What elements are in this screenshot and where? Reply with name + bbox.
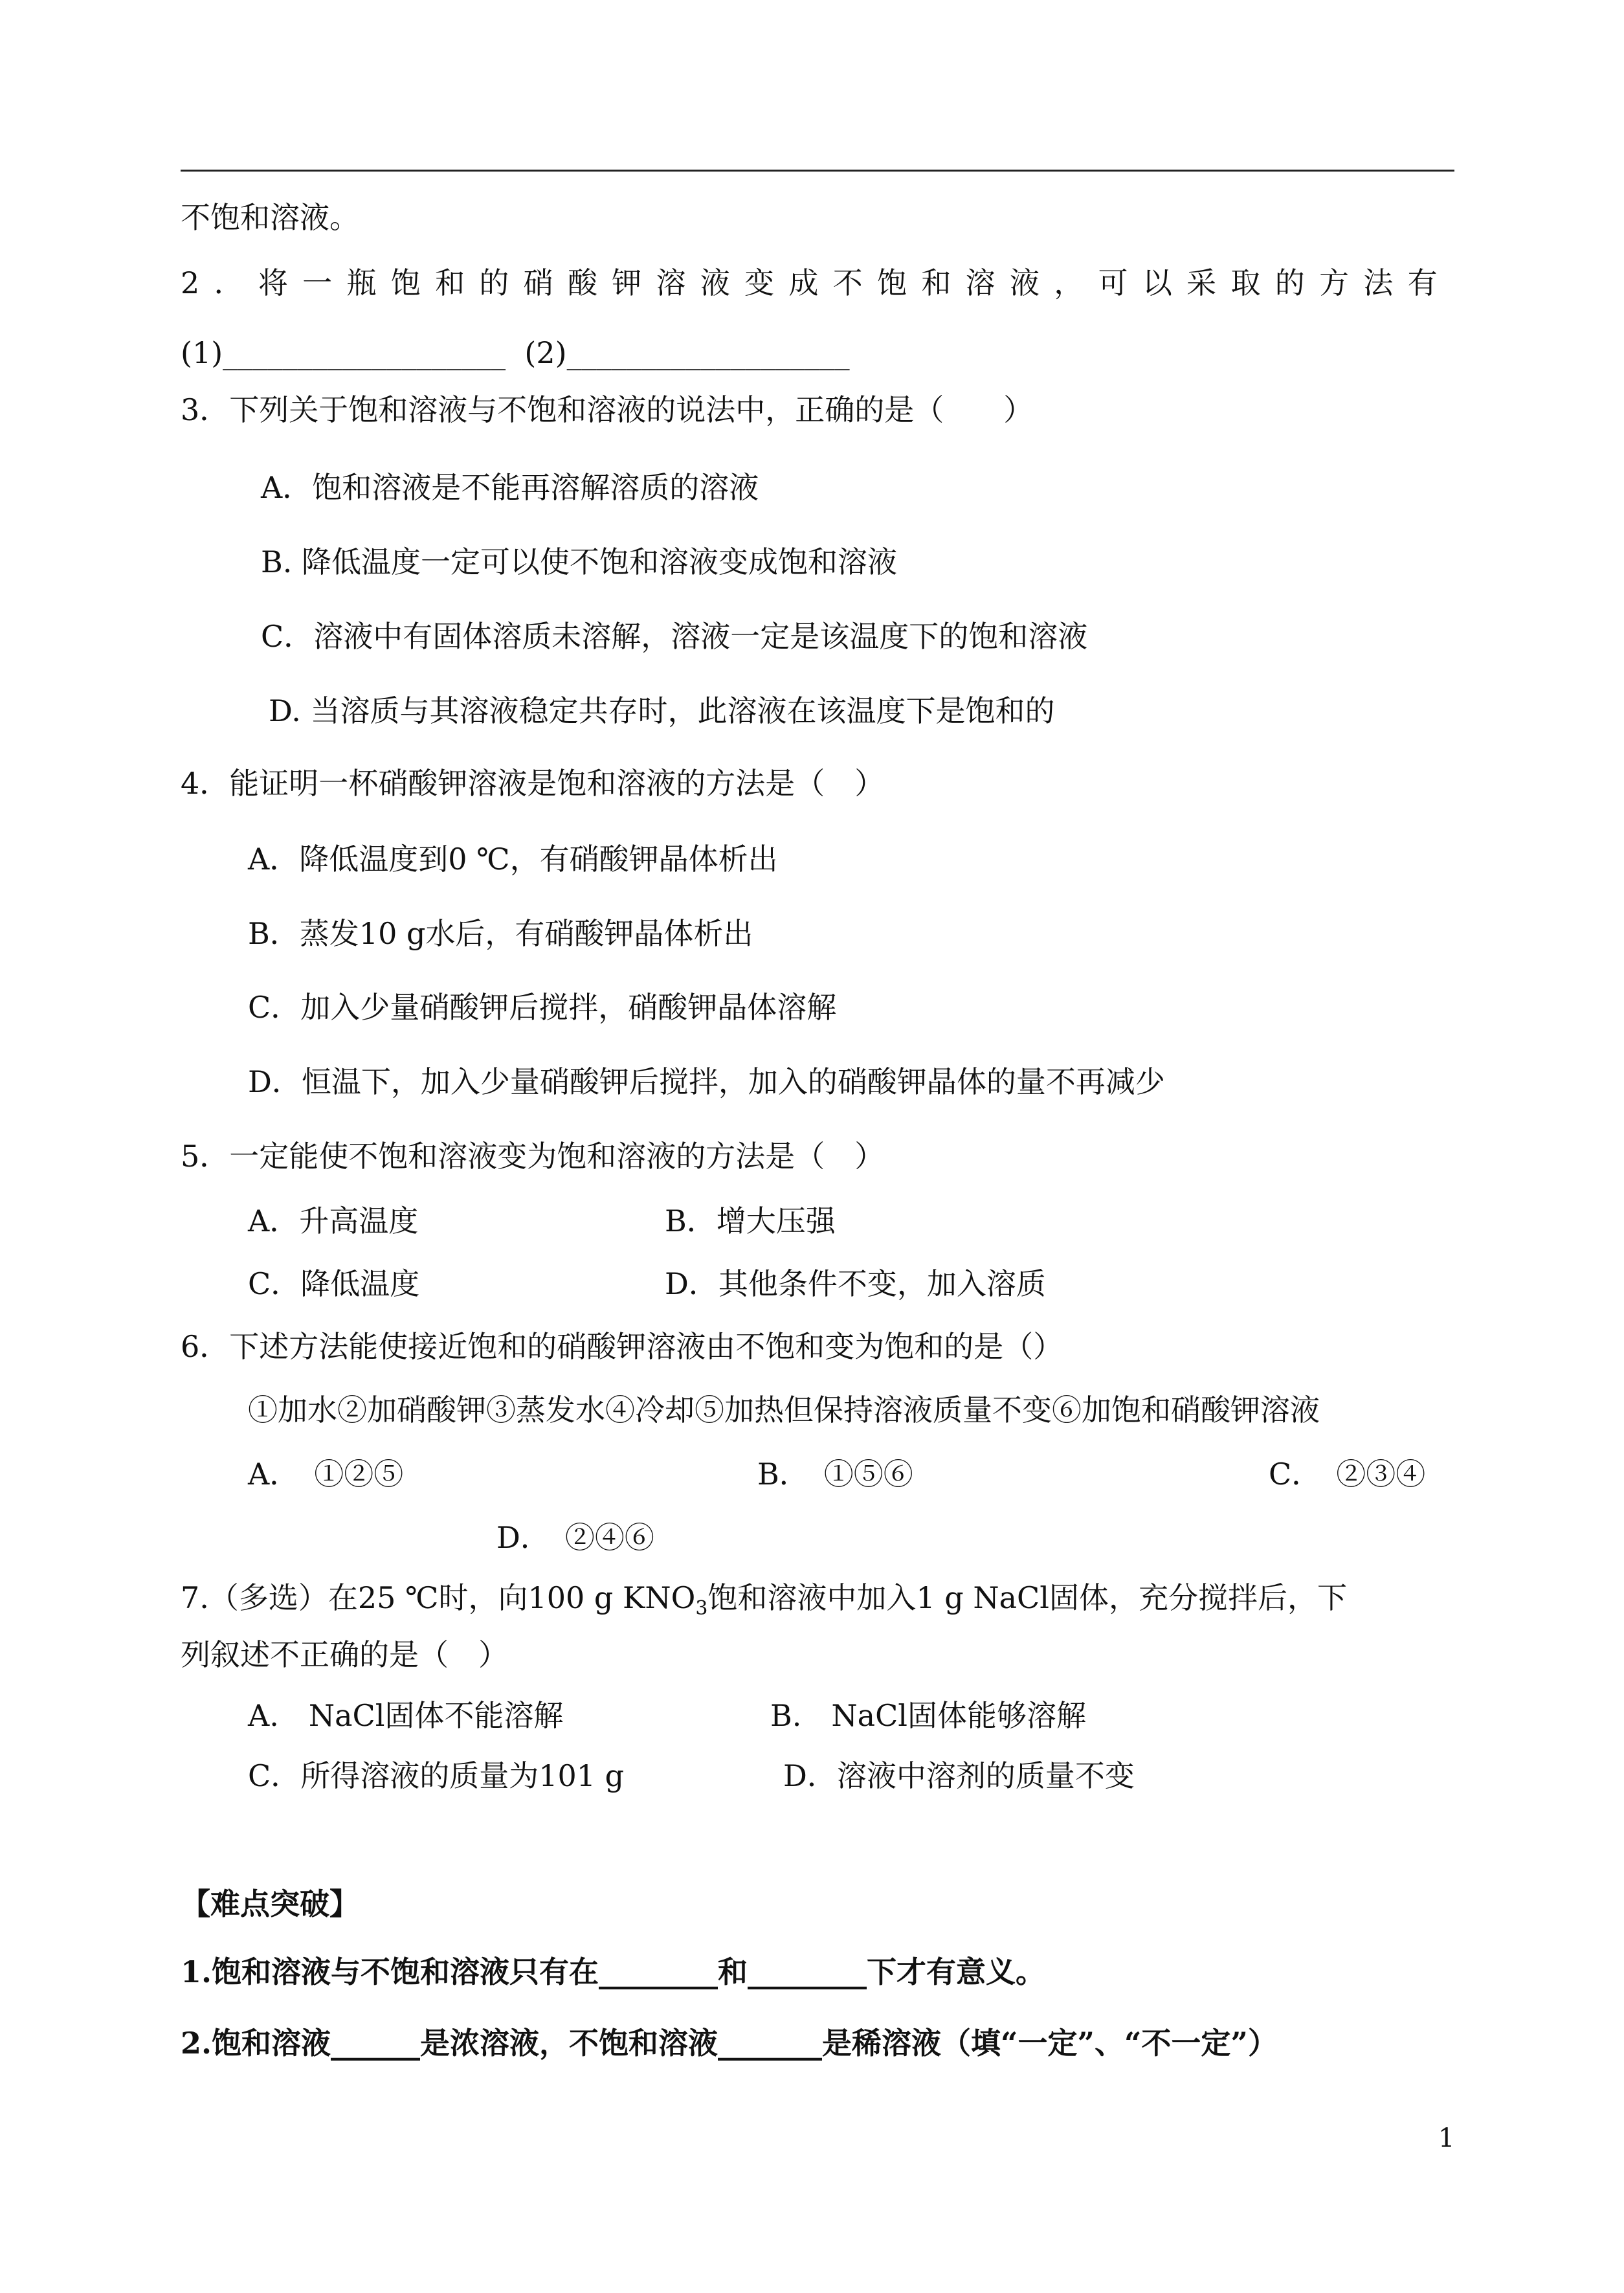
- q7-option-b: B. NaCl固体能够溶解: [770, 1698, 1087, 1733]
- q7-stem: [181, 1580, 1347, 1620]
- difficulty-line-2: 2.饱和溶液______是浓溶液，不饱和溶液_______是稀溶液（填“一定”、“不一定”）: [181, 2026, 1278, 2061]
- q6-option-d: D． ②④⑥: [496, 1520, 654, 1555]
- q2-blanks: (1)___________________ (2)___________________: [181, 335, 850, 370]
- q3-stem: 3．下列关于饱和溶液与不饱和溶液的说法中，正确的是（ ）: [181, 392, 1034, 427]
- q6-stem: 6．下述方法能使接近饱和的硝酸钾溶液由不饱和变为饱和的是（）: [181, 1329, 1063, 1364]
- q3-option-a: A．饱和溶液是不能再溶解溶质的溶液: [261, 470, 759, 505]
- header-rule: [181, 170, 1454, 172]
- q5-stem: 5．一定能使不饱和溶液变为饱和溶液的方法是（ ）: [181, 1139, 885, 1174]
- q4-option-a: A．降低温度到0 ℃，有硝酸钾晶体析出: [248, 842, 778, 877]
- q5-option-c: C．降低温度: [248, 1266, 420, 1301]
- q6-items: ①加水②加硝酸钾③蒸发水④冷却⑤加热但保持溶液质量不变⑥加饱和硝酸钾溶液: [248, 1393, 1320, 1427]
- q4-option-c: C．加入少量硝酸钾后搅拌，硝酸钾晶体溶解: [248, 990, 837, 1025]
- q5-option-a: A．升高温度: [248, 1203, 419, 1238]
- q5-option-d: D．其他条件不变，加入溶质: [665, 1266, 1046, 1301]
- difficulty-heading: 【难点突破】: [181, 1886, 359, 1921]
- q4-stem: 4．能证明一杯硝酸钾溶液是饱和溶液的方法是（ ）: [181, 766, 885, 801]
- page-number: 1: [1438, 2123, 1455, 2153]
- q6-option-a: A． ①②⑤: [248, 1457, 404, 1492]
- q6-option-b: B． ①⑤⑥: [757, 1457, 913, 1492]
- q7-stem-before: 7.（多选）在25 ℃时，向100 g KNO: [181, 1580, 696, 1615]
- q5-option-b: B．增大压强: [665, 1203, 836, 1238]
- q4-option-d: D．恒温下，加入少量硝酸钾后搅拌，加入的硝酸钾晶体的量不再减少: [248, 1064, 1165, 1099]
- q3-option-c: C．溶液中有固体溶质未溶解，溶液一定是该温度下的饱和溶液: [261, 619, 1088, 654]
- q2-stem: 2．将一瓶饱和的硝酸钾溶液变成不饱和溶液，可以采取的方法有: [181, 265, 1452, 300]
- q3-option-d: D. 当溶质与其溶液稳定共存时，此溶液在该温度下是饱和的: [269, 693, 1055, 728]
- q7-stem-after: 饱和溶液中加入1 g NaCl固体，充分搅拌后，下: [707, 1580, 1347, 1615]
- q7-stem-subscript: 3: [695, 1597, 708, 1620]
- q6-option-c: C． ②③④: [1269, 1457, 1426, 1492]
- q4-option-b: B．蒸发10 g水后，有硝酸钾晶体析出: [248, 916, 753, 951]
- q7-option-c: C．所得溶液的质量为101 g: [248, 1758, 625, 1793]
- q3-option-b: B. 降低温度一定可以使不饱和溶液变成饱和溶液: [261, 544, 898, 579]
- difficulty-line-1: 1.饱和溶液与不饱和溶液只有在________和________下才有意义。: [181, 1954, 1046, 1989]
- q1-tail: 不饱和溶液。: [181, 200, 359, 235]
- q7-option-d: D．溶液中溶剂的质量不变: [783, 1758, 1135, 1793]
- q7-option-a: A. NaCl固体不能溶解: [248, 1698, 564, 1733]
- q7-stem-line2: 列叙述不正确的是（ ）: [181, 1637, 508, 1672]
